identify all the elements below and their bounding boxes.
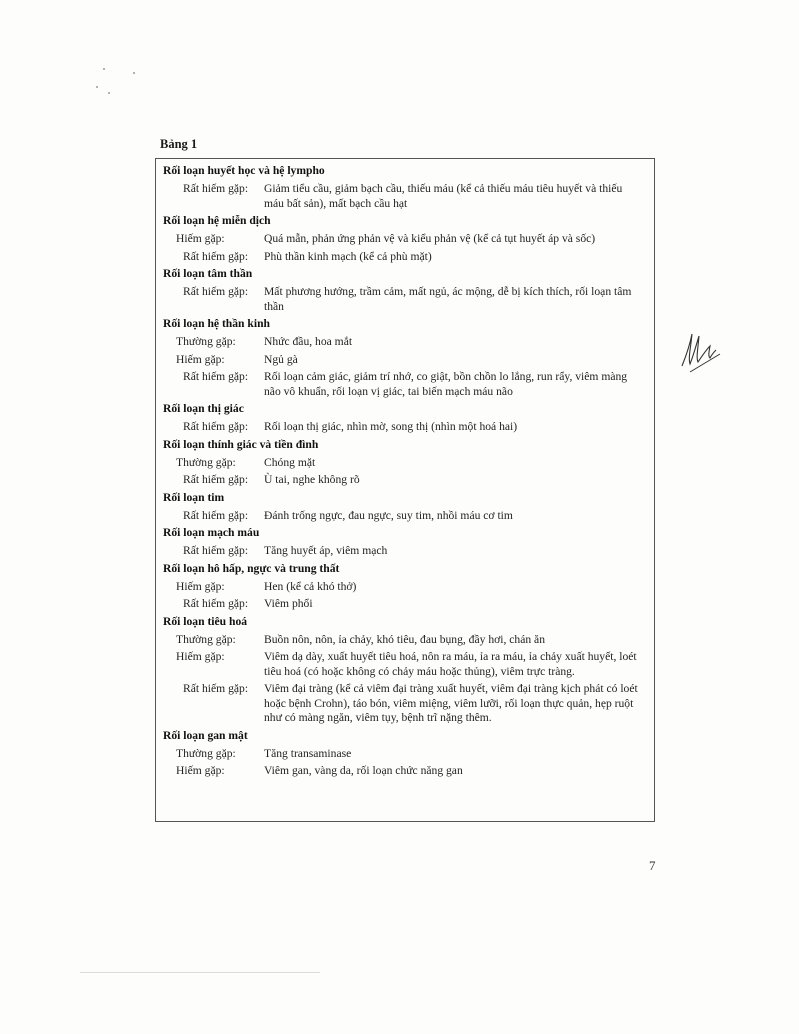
table-section [163,729,648,779]
frequency-label: Thường gặp: [176,632,236,646]
scan-speck [96,86,98,88]
effect-description: Hen (kể cả khó thở) [264,579,357,593]
frequency-label: Hiếm gặp: [176,232,225,245]
table-section [163,438,648,488]
effect-description: Phù thần kinh mạch (kể cả phù mặt) [264,249,432,263]
effect-description: Giảm tiểu cầu, giảm bạch cầu, thiếu máu (kể cả thiếu máu tiêu huyết và thiếu máu bất sản), mất bạch cầu hạt [264,182,623,210]
frequency-label: Thường gặp: [176,746,236,760]
table-section [163,164,648,211]
frequency-label: Rất hiếm gặp: [183,508,249,522]
effect-description: Viêm đại tràng (kể cả viêm đại tràng xuất huyết, viêm đại tràng kịch phát có loét hoặc bệnh Crohn), táo bón, viêm miệng, viêm lưỡi, rối loạn thực quản, hẹp ruột như có màng ngăn, viêm tụy, bệnh trĩ nặng thêm. [264,682,638,724]
table-row [163,285,648,314]
frequency-label: Rất hiếm gặp: [183,473,249,486]
section-title: Rối loạn thị giác [163,402,244,415]
table-row [163,580,648,595]
section-title: Rối loạn thính giác và tiền đình [163,437,319,451]
table-row [163,633,648,648]
section-title: Rối loạn tiêu hoá [163,614,248,628]
frequency-label: Hiếm gặp: [176,352,225,366]
scan-speck [133,72,135,74]
table-row [163,597,648,612]
table-row [163,747,648,762]
page-number: 7 [649,858,656,873]
table-section [163,615,648,726]
table-row [163,650,648,679]
section-title: Rối loạn tim [163,490,225,504]
effect-description: Đánh trống ngực, đau ngực, suy tim, nhồi máu cơ tim [264,508,513,522]
adverse-effects-table [155,158,655,822]
effect-description: Viêm gan, vàng da, rối loạn chức năng gan [264,764,463,777]
frequency-label: Rất hiếm gặp: [183,182,249,195]
frequency-label: Hiếm gặp: [176,579,225,593]
frequency-label: Hiếm gặp: [176,764,225,777]
table-section [163,267,648,314]
scan-speck [108,92,110,94]
footer-divider [80,972,320,973]
effect-description: Nhức đầu, hoa mắt [264,335,353,348]
section-title: Rối loạn hệ miễn dịch [163,214,271,227]
table-section [163,402,648,435]
table-row [163,420,648,435]
table-section [163,562,648,612]
frequency-label: Rất hiếm gặp: [183,597,249,610]
table-section [163,317,648,399]
table-section [163,491,648,524]
section-title: Rối loạn tâm thần [163,267,253,280]
section-title: Rối loạn hệ thần kinh [163,317,270,330]
table-row [163,182,648,211]
table-section [163,526,648,559]
table-row [163,473,648,488]
effect-description: Viêm dạ dày, xuất huyết tiêu hoá, nôn ra máu, ỉa ra máu, ỉa chảy xuất huyết, loét tiêu hoá (có hoặc không có chảy máu hoặc thủng), viêm trực tràng. [264,650,637,678]
effect-description: Tăng huyết áp, viêm mạch [264,544,388,557]
table-row [163,232,648,247]
table-row [163,456,648,471]
effect-description: Mất phương hướng, trầm cảm, mất ngủ, ác mộng, dễ bị kích thích, rối loạn tâm thần [264,285,632,313]
table-row [163,764,648,779]
effect-description: Tăng transaminase [264,746,352,760]
frequency-label: Hiếm gặp: [176,650,225,663]
frequency-label: Thường gặp: [176,455,236,469]
frequency-label: Rất hiếm gặp: [183,544,249,557]
effect-description: Chóng mặt [264,455,316,469]
table-row [163,370,648,399]
frequency-label: Rất hiếm gặp: [183,370,249,383]
table-row [163,335,648,350]
frequency-label: Rất hiếm gặp: [183,682,249,695]
frequency-label: Rất hiếm gặp: [183,285,249,298]
table-row [163,544,648,559]
scan-speck [103,68,105,70]
table-row [163,250,648,265]
effect-description: Rối loạn cảm giác, giảm trí nhớ, co giật, bồn chồn lo lắng, run rẩy, viêm màng não vô khuẩn, rối loạn vị giác, tai biến mạch máu não [264,370,628,398]
effect-description: Quá mẫn, phản ứng phản vệ và kiểu phản vệ (kể cả tụt huyết áp và sốc) [264,232,596,245]
table-row [163,682,648,726]
table-row [163,509,648,524]
section-title: Rối loạn gan mật [163,728,248,742]
section-title: Rối loạn huyết học và hệ lympho [163,164,325,177]
effect-description: Buồn nôn, nôn, ỉa chảy, khó tiêu, đau bụng, đầy hơi, chán ăn [264,632,545,646]
handwritten-initials [676,326,726,376]
section-title: Rối loạn hô hấp, ngực và trung thất [163,561,340,575]
frequency-label: Rất hiếm gặp: [183,420,249,433]
effect-description: Ngủ gà [264,352,298,366]
table-section [163,214,648,264]
frequency-label: Thường gặp: [176,335,236,348]
effect-description: Ù tai, nghe không rõ [264,473,360,486]
table-row [163,353,648,368]
table-title: Bảng 1 [160,137,198,151]
section-title: Rối loạn mạch máu [163,526,260,539]
effect-description: Rối loạn thị giác, nhìn mờ, song thị (nhìn một hoá hai) [264,420,518,433]
effect-description: Viêm phổi [264,597,313,610]
frequency-label: Rất hiếm gặp: [183,249,249,263]
